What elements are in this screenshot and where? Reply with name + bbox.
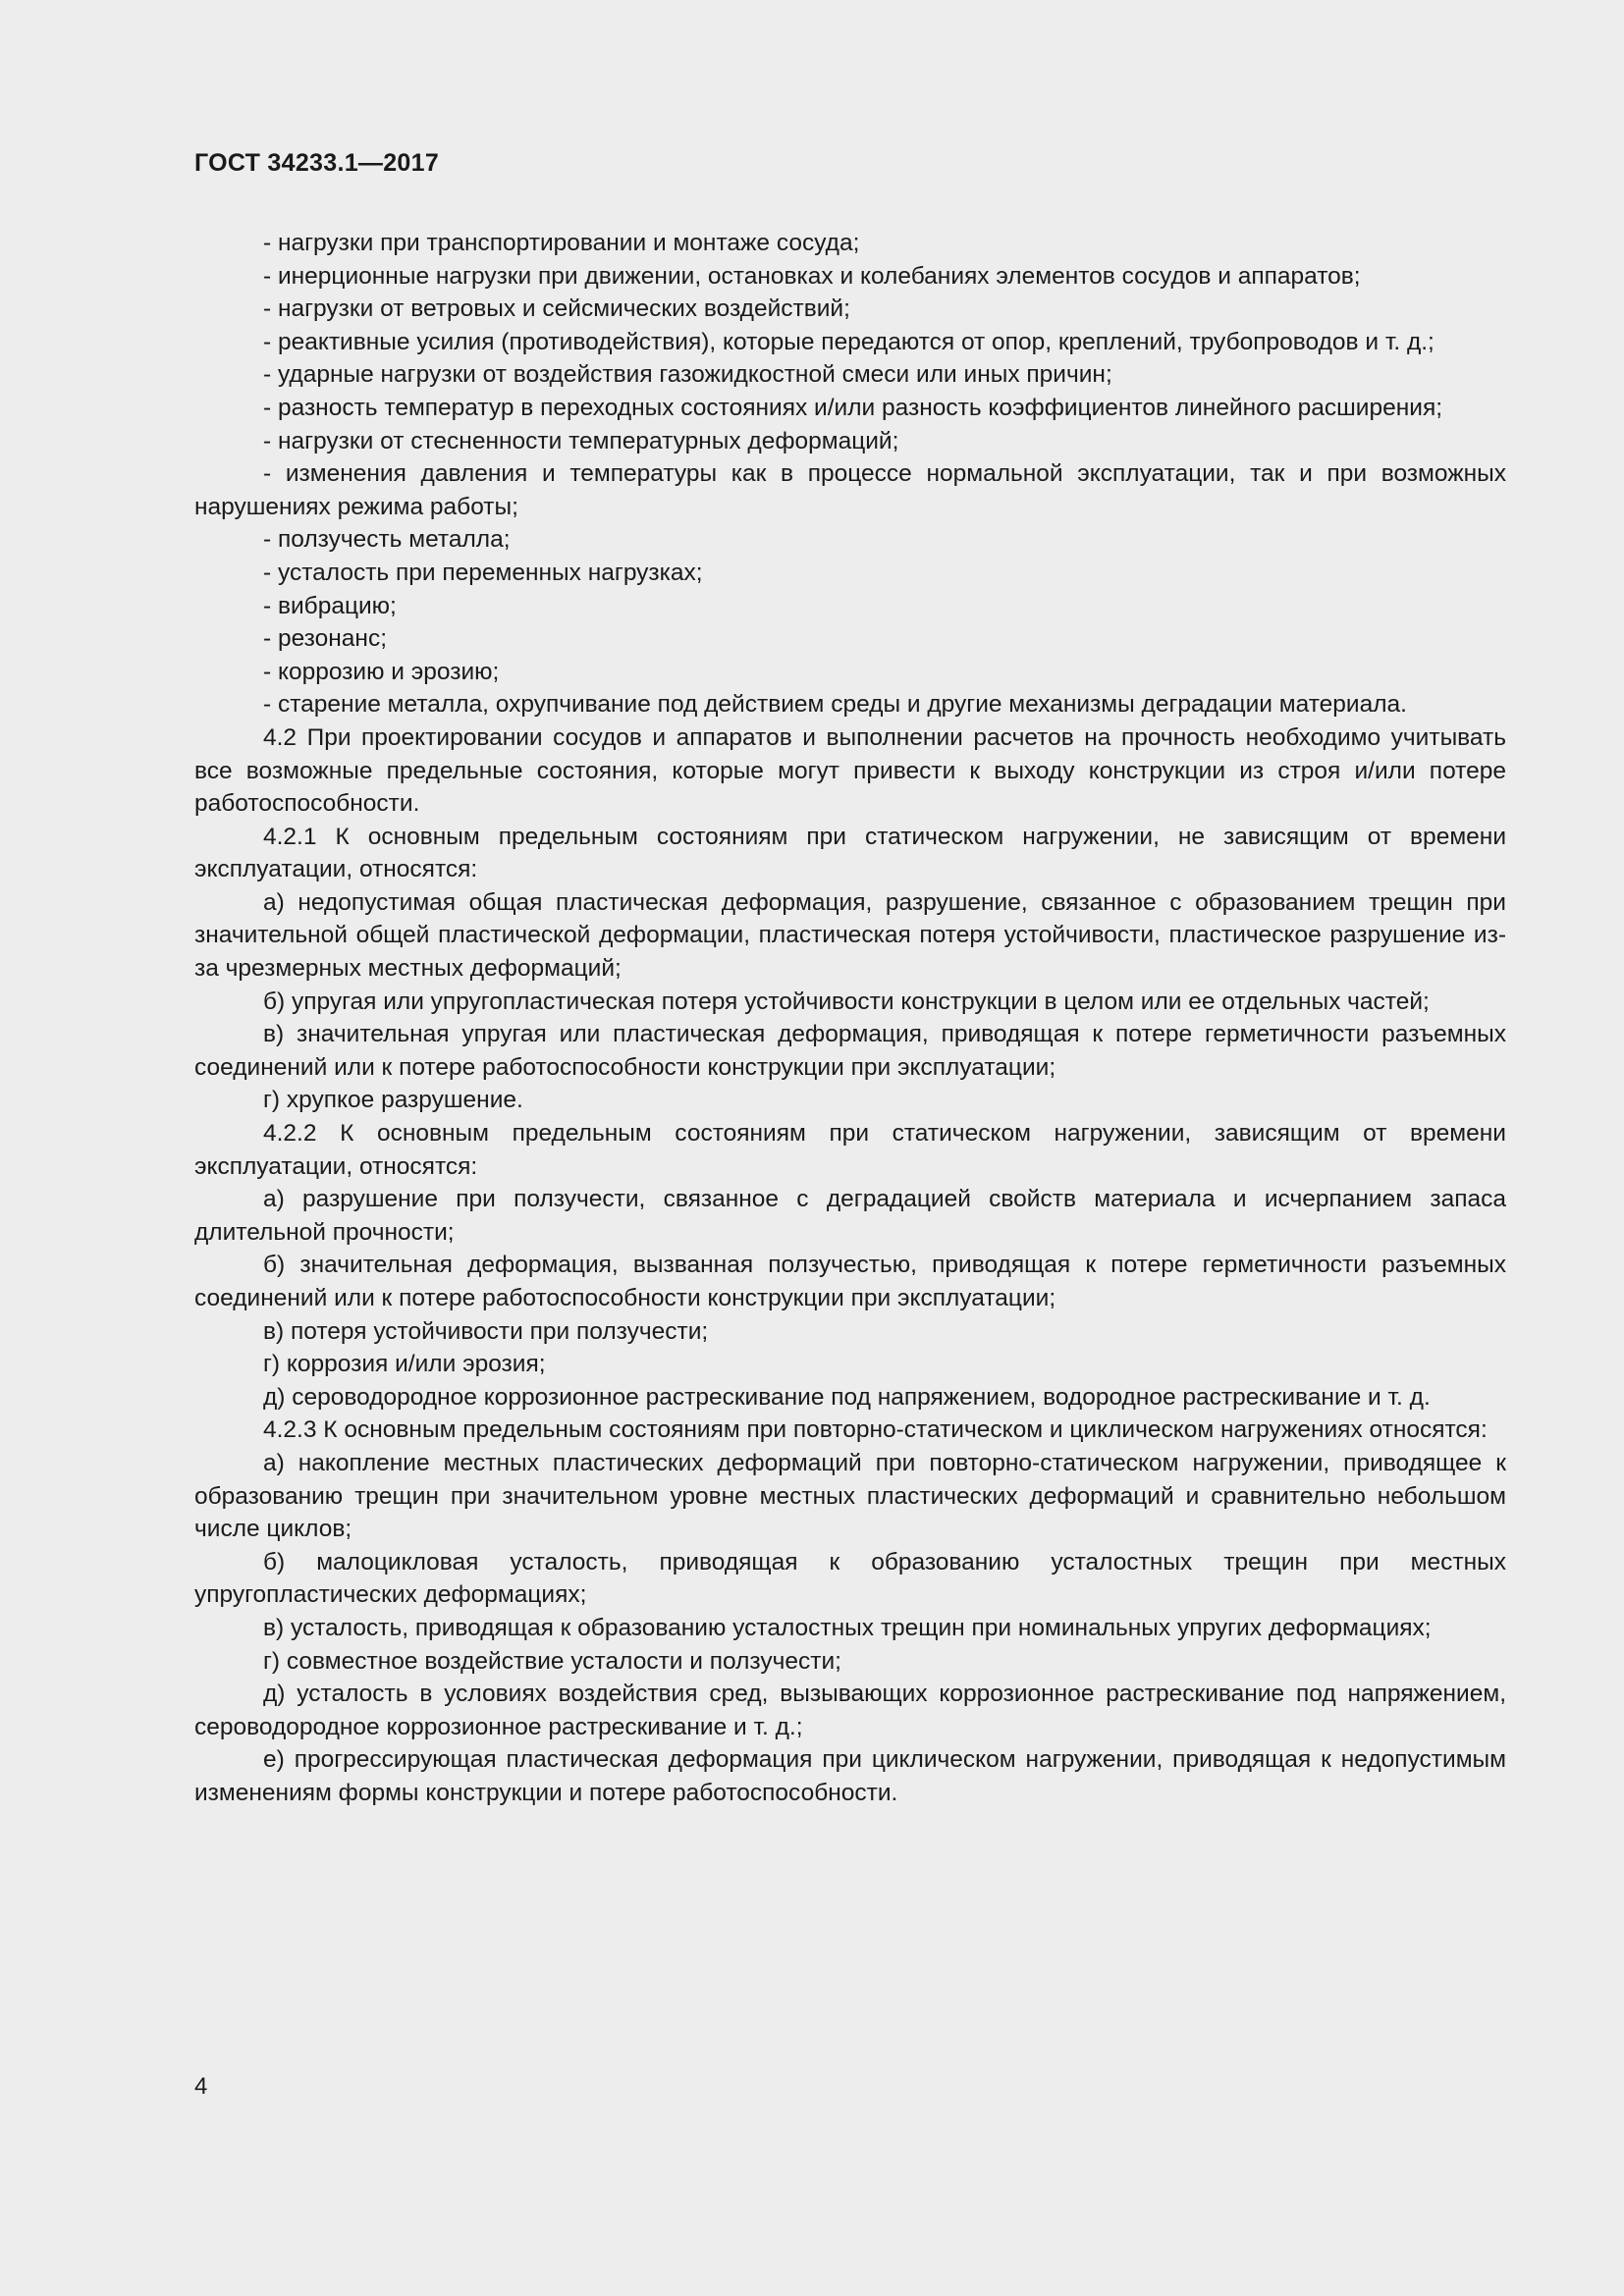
- paragraph: д) усталость в условиях воздействия сред, вызывающих коррозионное растрескивание под напряжением, сероводородное коррозионное растрескивание и т. д.;: [194, 1681, 1506, 1740]
- paragraph: - ударные нагрузки от воздействия газожидкостной смеси или иных причин;: [263, 361, 1112, 389]
- paragraph: е) прогрессирующая пластическая деформация при циклическом нагружении, приводящая к недопустимым изменениям формы конструкции и потере работоспособности.: [194, 1746, 1506, 1806]
- paragraph: - разность температур в переходных состояниях и/или разность коэффициентов линейного расширения;: [263, 394, 1443, 421]
- paragraph: 4.2.1 К основным предельным состояниям при статическом нагружении, не зависящим от времени эксплуатации, относятся:: [194, 823, 1506, 883]
- paragraph: а) разрушение при ползучести, связанное с деградацией свойств материала и исчерпанием запаса длительной прочности;: [194, 1186, 1506, 1246]
- paragraph: - инерционные нагрузки при движении, остановках и колебаниях элементов сосудов и аппаратов;: [263, 262, 1361, 290]
- paragraph: б) значительная деформация, вызванная ползучестью, приводящая к потере герметичности разъемных соединений или к потере работоспособности конструкции при эксплуатации;: [194, 1252, 1506, 1311]
- paragraph: - нагрузки при транспортировании и монтаже сосуда;: [263, 230, 860, 256]
- paragraph: а) накопление местных пластических деформаций при повторно-статическом нагружении, приводящее к образованию трещин при значительном уровне местных пластических деформаций и сравнительно небольшом числе циклов;: [194, 1449, 1506, 1543]
- paragraph: 4.2 При проектировании сосудов и аппаратов и выполнении расчетов на прочность необходимо учитывать все возможные предельные состояния, которые могут привести к выходу конструкции из строя и/или потере работоспособности.: [194, 723, 1506, 818]
- paragraph: б) упругая или упругопластическая потеря устойчивости конструкции в целом или ее отдельных частей;: [263, 988, 1430, 1015]
- paragraph: - ползучесть металла;: [263, 526, 511, 554]
- paragraph: 4.2.3 К основным предельным состояниям при повторно-статическом и циклическом нагружениях относятся:: [263, 1416, 1488, 1444]
- paragraph: в) потеря устойчивости при ползучести;: [263, 1317, 709, 1345]
- paragraph: - усталость при переменных нагрузках;: [263, 559, 703, 586]
- paragraph: - вибрацию;: [263, 592, 397, 619]
- paragraph: - нагрузки от стесненности температурных деформаций;: [263, 427, 899, 454]
- paragraph: г) совместное воздействие усталости и ползучести;: [263, 1647, 841, 1675]
- document-body: [194, 227, 1506, 1810]
- paragraph: - коррозию и эрозию;: [263, 658, 500, 685]
- paragraph: а) недопустимая общая пластическая деформация, разрушение, связанное с образованием трещин при значительной общей пластической деформации, пластическая потеря устойчивости, пластическое разрушение из-за чрезмерных местных деформаций;: [194, 888, 1506, 983]
- paragraph: - изменения давления и температуры как в процессе нормальной эксплуатации, так и при возможных нарушениях режима работы;: [194, 460, 1506, 520]
- paragraph: 4.2.2 К основным предельным состояниям при статическом нагружении, зависящим от времени эксплуатации, относятся:: [194, 1120, 1506, 1180]
- paragraph: г) хрупкое разрушение.: [263, 1087, 523, 1114]
- document-header: ГОСТ 34233.1—2017: [194, 149, 440, 177]
- paragraph: в) усталость, приводящая к образованию усталостных трещин при номинальных упругих деформациях;: [263, 1614, 1432, 1641]
- paragraph: г) коррозия и/или эрозия;: [263, 1351, 546, 1378]
- paragraph: - старение металла, охрупчивание под действием среды и другие механизмы деградации материала.: [263, 691, 1407, 719]
- page-number: 4: [194, 2073, 208, 2100]
- paragraph: - нагрузки от ветровых и сейсмических воздействий;: [263, 295, 850, 323]
- paragraph: д) сероводородное коррозионное растрескивание под напряжением, водородное растрескивание и т. д.: [263, 1383, 1431, 1411]
- paragraph: - резонанс;: [263, 625, 388, 653]
- paragraph: в) значительная упругая или пластическая деформация, приводящая к потере герметичности разъемных соединений или к потере работоспособности конструкции при эксплуатации;: [194, 1021, 1506, 1081]
- paragraph: б) малоцикловая усталость, приводящая к образованию усталостных трещин при местных упругопластических деформациях;: [194, 1548, 1506, 1609]
- paragraph: - реактивные усилия (противодействия), которые передаются от опор, креплений, трубопроводов и т. д.;: [263, 328, 1435, 355]
